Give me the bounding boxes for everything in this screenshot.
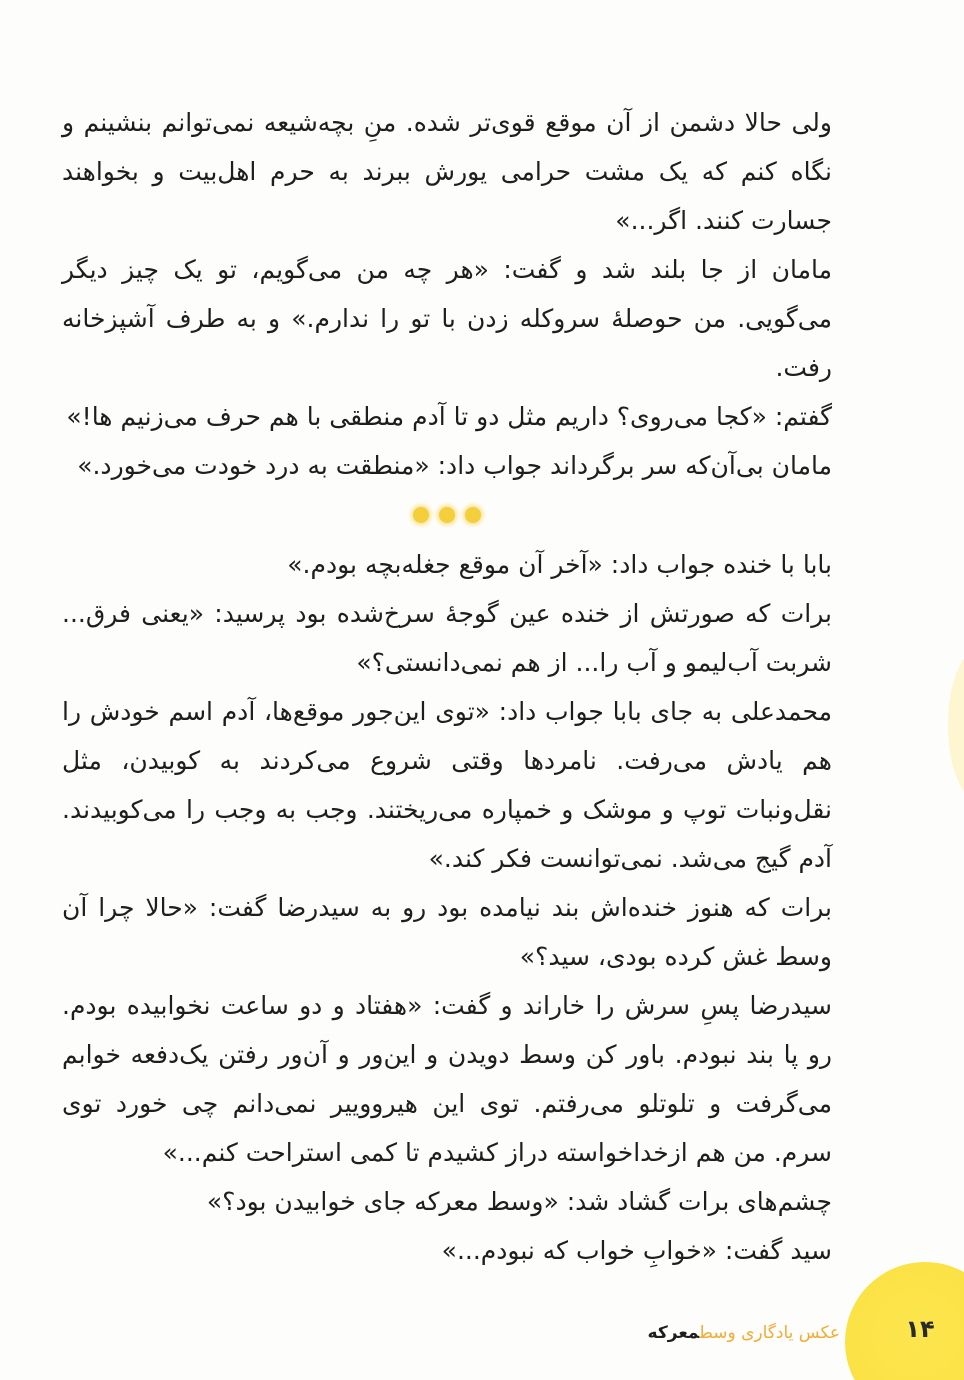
section-separator <box>62 490 832 540</box>
paragraph: چشم‌های برات گشاد شد: «وسط معرکه جای خوابیدن بود؟» <box>206 1187 832 1216</box>
page-edge-shading <box>948 650 964 800</box>
paragraph: مامان بی‌آن‌که سر برگرداند جواب داد: «منطقت به درد خودت می‌خورد.» <box>77 451 832 480</box>
paragraph: ولی حالا دشمن از آن موقع قوی‌تر شده. منِ بچه‌شیعه نمی‌توانم بنشینم و نگاه کنم که یک مشت حرامی یورش ببرند به حرم اهل‌بیت و بخواهند جسارت کنند. اگر...» <box>62 108 832 235</box>
paragraph: سیدرضا پسِ سرش را خاراند و گفت: «هفتاد و دو ساعت نخوابیده بودم. رو پا بند نبودم. باور کن وسط دویدن و این‌ور و آن‌ور رفتن یک‌دفعه خوابم می‌گرفت و تلوتلو می‌رفتم. توی این هیرووییر نمی‌دانم چی خورد توی سرم. من هم ازخداخواسته دراز کشیدم تا کمی استراحت کنم...» <box>62 991 832 1167</box>
paragraph: برات که صورتش از خنده عین گوجهٔ سرخ‌شده بود پرسید: «یعنی فرق... شربت آب‌لیمو و آب را... از هم نمی‌دانستی؟» <box>62 599 832 677</box>
book-title <box>648 1322 840 1344</box>
separator-dot <box>465 507 481 523</box>
paragraph: بابا با خنده جواب داد: «آخر آن موقع جغله‌بچه بودم.» <box>287 550 832 579</box>
separator-dot <box>439 507 455 523</box>
book-title-bold: معرکه <box>647 1323 700 1343</box>
separator-dot <box>413 507 429 523</box>
body-text <box>62 98 832 1275</box>
paragraph: گفتم: «کجا می‌روی؟ داریم مثل دو تا آدم منطقی با هم حرف می‌زنیم ها!» <box>66 402 832 431</box>
paragraph: سید گفت: «خوابِ خواب که نبودم...» <box>441 1236 832 1265</box>
paragraph: محمدعلی به جای بابا جواب داد: «توی این‌جور موقع‌ها، آدم اسم خودش را هم یادش می‌رفت. نامردها وقتی شروع می‌کردند به کوبیدن، مثل نقل‌ونبات توپ و موشک و خمپاره می‌ریختند. وجب به وجب را می‌کوبیدند. آدم گیج می‌شد. نمی‌توانست فکر کند.» <box>62 697 832 873</box>
paragraph: مامان از جا بلند شد و گفت: «هر چه من می‌گویم، تو یک چیز دیگر می‌گویی. من حوصلهٔ سروکله زدن با تو را ندارم.» و به طرف آشپزخانه رفت. <box>62 255 832 382</box>
page-number: ۱۴ <box>905 1315 935 1343</box>
paragraph: برات که هنوز خنده‌اش بند نیامده بود رو به سیدرضا گفت: «حالا چرا آن وسط غش کرده بودی، سید؟» <box>62 893 832 971</box>
book-title-light: عکس یادگاری وسط <box>699 1323 840 1343</box>
